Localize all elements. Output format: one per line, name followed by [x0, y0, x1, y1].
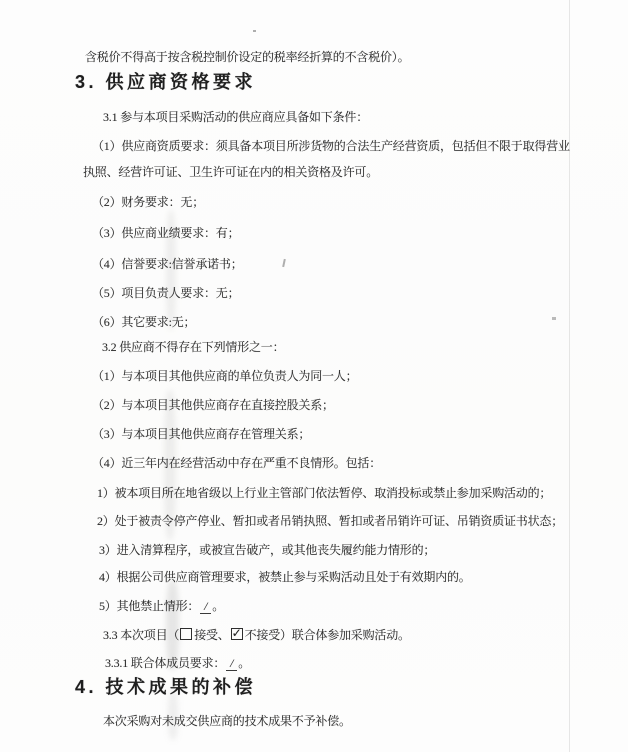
clause-3-1-intro: 3.1 参与本项目采购活动的供应商应具备如下条件：: [103, 110, 369, 124]
clause-3-1-item-6: （6）其它要求:无；: [92, 315, 196, 329]
subitem-5-label: 5）其他禁止情形：: [99, 599, 200, 613]
clause-3-1-item-2: （2）财务要求：无；: [92, 195, 205, 209]
scan-speck: [253, 30, 256, 32]
accept-option-label: 接受、: [194, 628, 230, 642]
clause-3-2-item-1: （1）与本项目其他供应商的单位负责人为同一人；: [92, 369, 358, 383]
section-3-heading: 3. 供应商资格要求: [75, 72, 257, 92]
clause-3-3-joint-venture: [103, 627, 410, 643]
clause-3-1-item-1-line-2: 执照、经营许可证、卫生许可证在内的相关资格及许可。: [83, 165, 379, 179]
clause-3-2-intro: 3.2 供应商不得存在下列情形之一：: [102, 340, 285, 354]
clause-3-2-subitem-3: 3）进入清算程序，或被宣告破产，或其他丧失履约能力情形的；: [99, 543, 436, 557]
accept-checkbox-unchecked: [180, 628, 192, 640]
clause-3-1-item-1-line-1: （1）供应商资质要求：须具备本项目所涉货物的合法生产经营资质，包括但不限于取得营业: [92, 139, 570, 153]
clause-3-3-1-label: 3.3.1 联合体成员要求：: [105, 656, 226, 670]
clause-3-2-item-2: （2）与本项目其他供应商存在直接控股关系；: [92, 398, 334, 412]
filled-blank-slash: /: [226, 657, 237, 671]
reject-option-label: 不接受）联合体参加采购活动。: [244, 628, 410, 642]
subitem-5-period: 。: [212, 599, 225, 613]
clause-3-2-subitem-1: 1）被本项目所在地省级以上行业主管部门依法暂停、取消投标或禁止参加采购活动的；: [97, 486, 552, 500]
section-4-body: 本次采购对未成交供应商的技术成果不予补偿。: [103, 714, 351, 728]
scan-edge-line: [569, 0, 570, 752]
clause-3-2-item-3: （3）与本项目其他供应商存在管理关系；: [92, 427, 311, 441]
scan-speck: [282, 259, 286, 267]
reject-checkbox-checked: [231, 628, 243, 640]
clause-3-1-item-5: （5）项目负责人要求：无；: [92, 286, 240, 300]
clause-3-2-subitem-4: 4）根据公司供应商管理要求，被禁止参与采购活动且处于有效期内的。: [99, 570, 471, 584]
clause-3-3-prefix: 3.3 本次项目（: [103, 628, 180, 642]
carryover-line: 含税价不得高于按含税控制价设定的税率经折算的不含税价）。: [85, 50, 410, 64]
clause-3-1-item-4: （4）信誉要求:信誉承诺书；: [92, 257, 243, 271]
filled-blank-slash: /: [200, 600, 211, 614]
clause-3-1-item-3: （3）供应商业绩要求：有；: [92, 226, 240, 240]
clause-3-2-item-4: （4）近三年内在经营活动中存在严重不良情形。包括：: [92, 456, 382, 470]
clause-3-3-1-period: 。: [238, 656, 251, 670]
section-4-heading: 4. 技术成果的补偿: [75, 677, 257, 697]
clause-3-2-subitem-5: [99, 599, 224, 614]
scan-speck: [552, 317, 556, 320]
clause-3-2-subitem-2: 2）处于被责令停产停业、暂扣或者吊销执照、暂扣或者吊销许可证、吊销资质证书状态；: [97, 514, 564, 528]
clause-3-3-1-members: [105, 656, 250, 671]
